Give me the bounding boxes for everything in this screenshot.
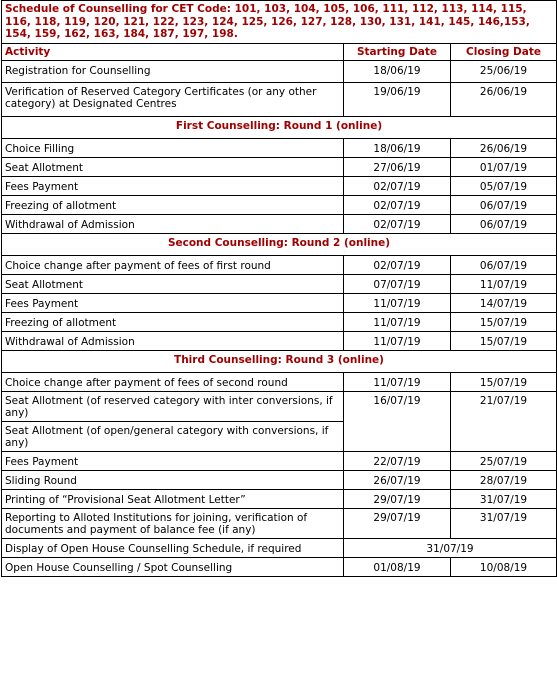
activity-cell: Reporting to Alloted Institutions for joining, verification of documents and payment of balance fee (if any) <box>2 509 344 539</box>
start-date-cell: 22/07/19 <box>344 452 451 471</box>
activity-cell: Registration for Counselling <box>2 61 344 83</box>
activity-cell: Choice change after payment of fees of second round <box>2 373 344 392</box>
close-date-cell: 31/07/19 <box>451 509 557 539</box>
start-date-cell: 11/07/19 <box>344 294 451 313</box>
schedule-title: Schedule of Counselling for CET Code: 101, 103, 104, 105, 106, 111, 112, 113, 114, 115, 116, 118, 119, 120, 121, 122, 123, 124, 125, 126, 127, 128, 130, 131, 141, 145, 146,153, 154, 159, 162, 163, 184, 187, 197, 198. <box>2 1 557 44</box>
close-date-cell: 15/07/19 <box>451 332 557 351</box>
start-date-cell: 19/06/19 <box>344 83 451 117</box>
close-date-cell: 25/06/19 <box>451 61 557 83</box>
table-row <box>2 509 557 539</box>
header-activity: Activity <box>2 44 344 61</box>
start-date-cell: 11/07/19 <box>344 313 451 332</box>
close-date-cell: 06/07/19 <box>451 215 557 234</box>
table-row <box>2 139 557 158</box>
table-row <box>2 392 557 422</box>
close-date-cell: 15/07/19 <box>451 313 557 332</box>
table-row <box>2 196 557 215</box>
start-date-cell: 01/08/19 <box>344 558 451 577</box>
close-date-cell: 26/06/19 <box>451 83 557 117</box>
activity-cell: Freezing of allotment <box>2 196 344 215</box>
activity-cell: Open House Counselling / Spot Counselling <box>2 558 344 577</box>
close-date-cell: 31/07/19 <box>451 490 557 509</box>
activity-cell: Fees Payment <box>2 452 344 471</box>
close-date-cell: 28/07/19 <box>451 471 557 490</box>
start-date-cell: 02/07/19 <box>344 177 451 196</box>
schedule-table <box>1 0 557 577</box>
activity-cell: Seat Allotment (of reserved category with inter conversions, if any) <box>2 392 344 422</box>
activity-cell: Seat Allotment <box>2 275 344 294</box>
table-row <box>2 83 557 117</box>
table-row <box>2 61 557 83</box>
title-row <box>2 1 557 44</box>
table-row <box>2 294 557 313</box>
activity-cell: Choice change after payment of fees of first round <box>2 256 344 275</box>
table-row <box>2 490 557 509</box>
table-row <box>2 332 557 351</box>
schedule-document <box>1 0 556 577</box>
close-date-cell: 25/07/19 <box>451 452 557 471</box>
table-row <box>2 256 557 275</box>
activity-cell: Fees Payment <box>2 294 344 313</box>
section-heading-row <box>2 351 557 373</box>
table-row <box>2 177 557 196</box>
start-date-cell: 27/06/19 <box>344 158 451 177</box>
table-row <box>2 373 557 392</box>
close-date-cell: 14/07/19 <box>451 294 557 313</box>
close-date-cell: 06/07/19 <box>451 196 557 215</box>
activity-cell: Fees Payment <box>2 177 344 196</box>
close-date-cell: 06/07/19 <box>451 256 557 275</box>
activity-cell: Withdrawal of Admission <box>2 215 344 234</box>
start-date-cell: 29/07/19 <box>344 509 451 539</box>
close-date-cell: 05/07/19 <box>451 177 557 196</box>
start-date-cell: 07/07/19 <box>344 275 451 294</box>
start-date-cell: 26/07/19 <box>344 471 451 490</box>
date-cell: 31/07/19 <box>344 539 557 558</box>
activity-cell: Choice Filling <box>2 139 344 158</box>
table-row <box>2 452 557 471</box>
round-3-heading: Third Counselling: Round 3 (online) <box>2 351 557 373</box>
start-date-cell: 02/07/19 <box>344 256 451 275</box>
close-date-cell: 10/08/19 <box>451 558 557 577</box>
activity-cell: Verification of Reserved Category Certificates (or any other category) at Designated Centres <box>2 83 344 117</box>
start-date-cell: 18/06/19 <box>344 61 451 83</box>
activity-cell: Freezing of allotment <box>2 313 344 332</box>
round-1-heading: First Counselling: Round 1 (online) <box>2 117 557 139</box>
start-date-cell: 11/07/19 <box>344 332 451 351</box>
table-row <box>2 275 557 294</box>
section-heading-row <box>2 234 557 256</box>
table-row <box>2 215 557 234</box>
start-date-cell: 02/07/19 <box>344 215 451 234</box>
round-2-heading: Second Counselling: Round 2 (online) <box>2 234 557 256</box>
activity-cell: Withdrawal of Admission <box>2 332 344 351</box>
start-date-cell: 16/07/19 <box>344 392 451 452</box>
column-header-row <box>2 44 557 61</box>
table-row <box>2 158 557 177</box>
header-closing-date: Closing Date <box>451 44 557 61</box>
section-heading-row <box>2 117 557 139</box>
start-date-cell: 11/07/19 <box>344 373 451 392</box>
activity-cell: Seat Allotment (of open/general category with conversions, if any) <box>2 422 344 452</box>
activity-cell: Printing of “Provisional Seat Allotment Letter” <box>2 490 344 509</box>
activity-cell: Display of Open House Counselling Schedule, if required <box>2 539 344 558</box>
start-date-cell: 29/07/19 <box>344 490 451 509</box>
close-date-cell: 01/07/19 <box>451 158 557 177</box>
close-date-cell: 26/06/19 <box>451 139 557 158</box>
close-date-cell: 21/07/19 <box>451 392 557 452</box>
close-date-cell: 11/07/19 <box>451 275 557 294</box>
table-row <box>2 471 557 490</box>
start-date-cell: 18/06/19 <box>344 139 451 158</box>
table-row <box>2 313 557 332</box>
activity-cell: Seat Allotment <box>2 158 344 177</box>
header-starting-date: Starting Date <box>344 44 451 61</box>
table-row <box>2 558 557 577</box>
start-date-cell: 02/07/19 <box>344 196 451 215</box>
activity-cell: Sliding Round <box>2 471 344 490</box>
close-date-cell: 15/07/19 <box>451 373 557 392</box>
table-row <box>2 539 557 558</box>
